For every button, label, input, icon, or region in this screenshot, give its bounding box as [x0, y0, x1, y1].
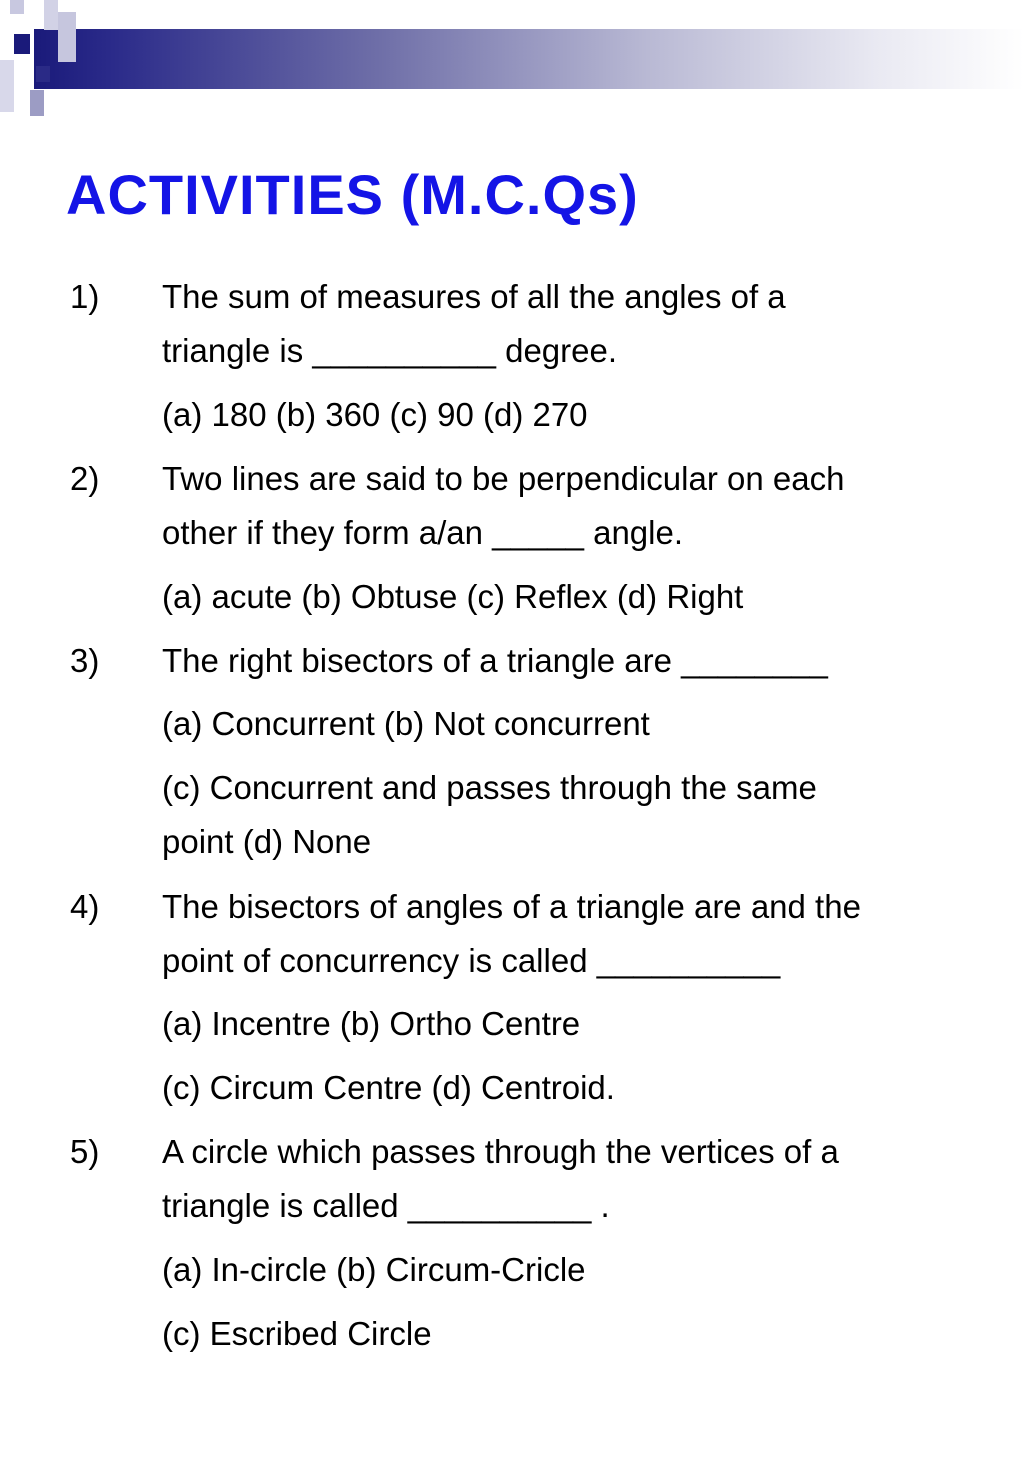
answer-options: (a) Concurrent (b) Not concurrent: [162, 705, 650, 742]
question-text: The bisectors of angles of a triangle are and the: [162, 888, 861, 925]
question-number: 5): [70, 1133, 100, 1170]
question-text: point of concurrency is called __________: [162, 942, 781, 979]
decor-square-dark-bottom: [36, 66, 50, 82]
decor-square-mid-bottom: [30, 90, 44, 116]
question-text: other if they form a/an _____ angle.: [162, 514, 684, 551]
decor-square-light-side: [0, 60, 14, 112]
answer-options: (c) Escribed Circle: [162, 1315, 432, 1352]
question-text: A circle which passes through the vertices of a: [162, 1133, 839, 1170]
question-text: Two lines are said to be perpendicular on each: [162, 460, 845, 497]
question-text: triangle is called __________ .: [162, 1187, 610, 1224]
question-number: 3): [70, 642, 100, 679]
question-number: 2): [70, 460, 100, 497]
decor-square-light-top: [10, 0, 24, 14]
answer-options: (a) Incentre (b) Ortho Centre: [162, 1005, 581, 1042]
answer-options: (a) 180 (b) 360 (c) 90 (d) 270: [162, 396, 588, 433]
header-gradient-bar: [34, 29, 1024, 89]
page-title: ACTIVITIES (M.C.Qs): [66, 163, 639, 226]
question-text: The sum of measures of all the angles of a: [162, 278, 786, 315]
question-text: The right bisectors of a triangle are ________: [162, 642, 828, 679]
decor-square-light-mid: [44, 0, 58, 30]
question-number: 4): [70, 888, 100, 925]
decor-square-dark-left: [14, 34, 30, 54]
question-number: 1): [70, 278, 100, 315]
answer-options: (c) Circum Centre (d) Centroid.: [162, 1069, 615, 1106]
answer-options: point (d) None: [162, 823, 372, 860]
question-text: triangle is __________ degree.: [162, 332, 618, 369]
answer-options: (a) acute (b) Obtuse (c) Reflex (d) Right: [162, 578, 744, 615]
answer-options: (c) Concurrent and passes through the same: [162, 769, 817, 806]
answer-options: (a) In-circle (b) Circum-Cricle: [162, 1251, 586, 1288]
decor-square-light-right: [58, 12, 76, 62]
